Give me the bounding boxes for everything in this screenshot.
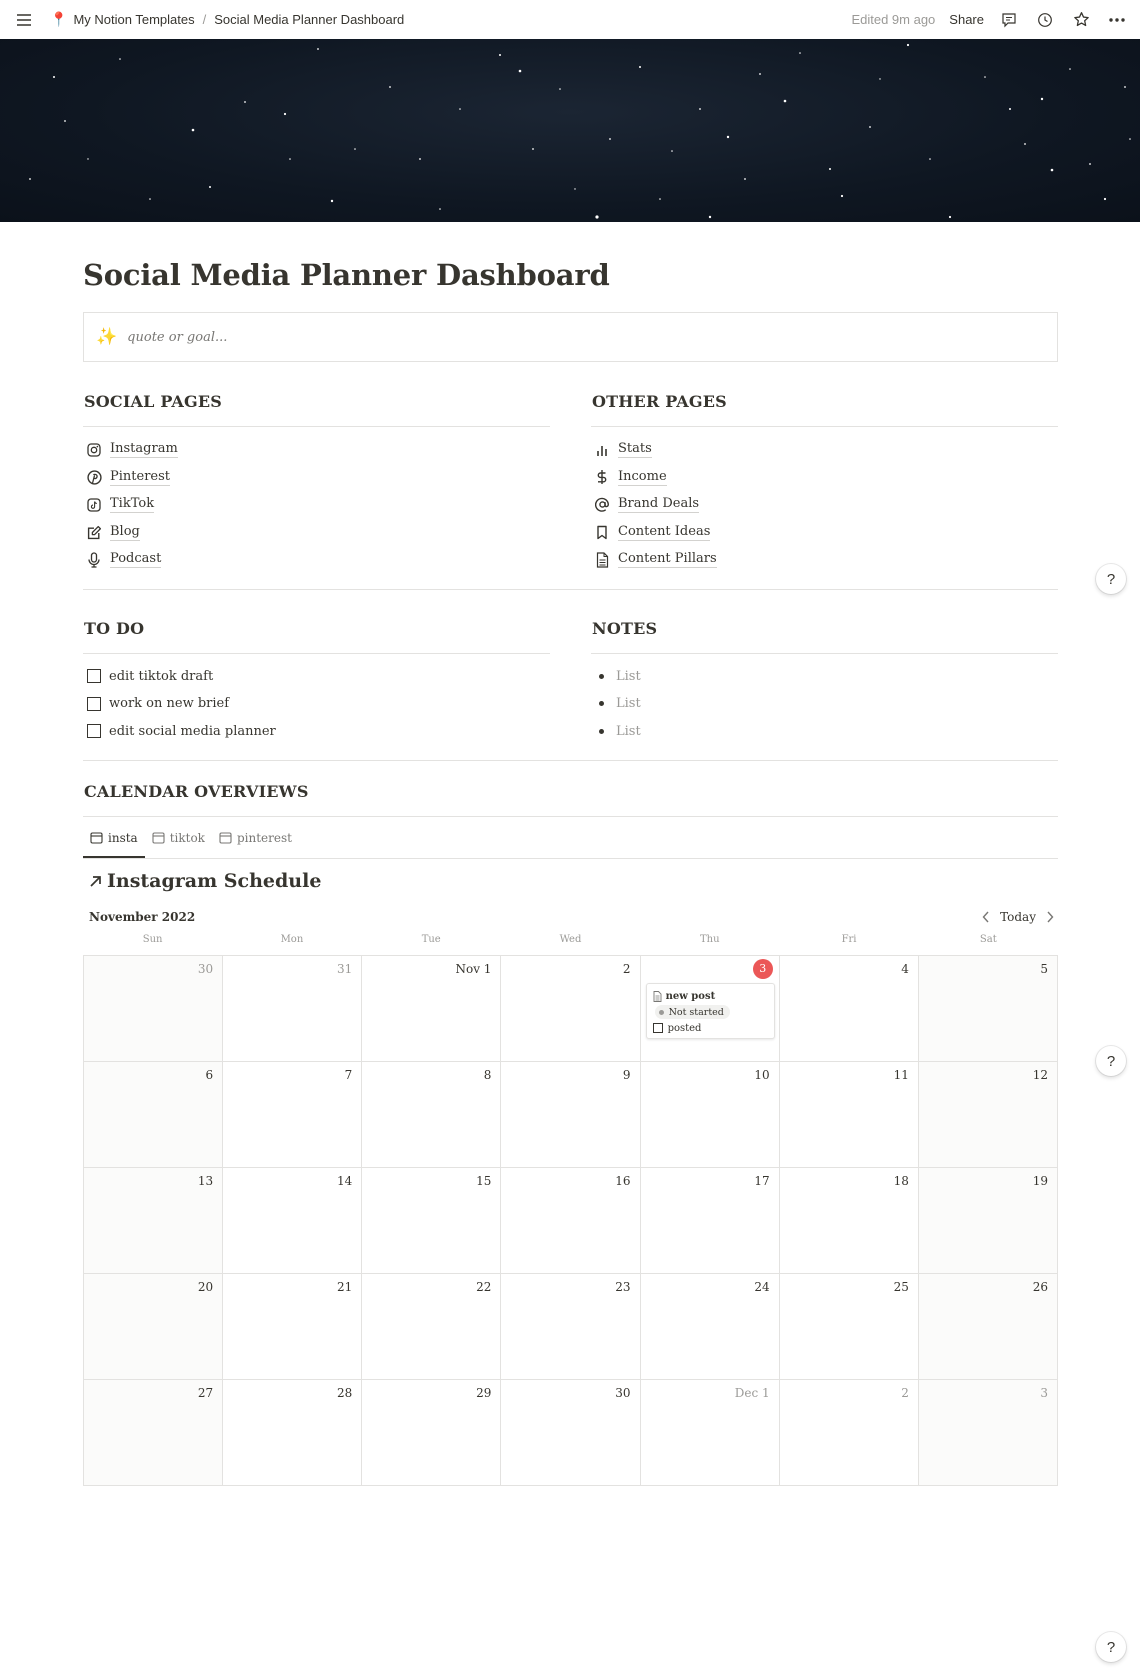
bullet (599, 729, 604, 734)
calendar-day[interactable] (501, 956, 640, 1062)
status-text: Not started (668, 1006, 724, 1018)
day-number: 26 (1032, 1280, 1048, 1294)
other-pages-section (591, 392, 1058, 574)
day-number: 16 (615, 1174, 631, 1188)
help-button[interactable]: ? (1096, 1632, 1126, 1662)
starfield (0, 39, 1140, 222)
social-pages-section (83, 392, 550, 574)
tab-pinterest[interactable] (212, 817, 299, 858)
day-number: Dec 1 (734, 1386, 770, 1400)
chevron-left-icon[interactable] (982, 911, 990, 923)
todo-item (83, 718, 550, 746)
checkbox-label: posted (667, 1022, 702, 1034)
day-number: 12 (1032, 1068, 1048, 1082)
calendar-section (83, 782, 1058, 1486)
calendar-day[interactable] (84, 1380, 223, 1486)
page-link-income[interactable] (591, 464, 1058, 492)
tab-label: insta (108, 830, 138, 845)
day-number: 15 (476, 1174, 492, 1188)
calendar-day[interactable] (780, 1274, 919, 1380)
calendar-day[interactable] (84, 1062, 223, 1168)
calendar-day[interactable] (84, 1274, 223, 1380)
calendar-day[interactable] (362, 1062, 501, 1168)
breadcrumb-page[interactable]: Social Media Planner Dashboard (214, 12, 405, 27)
day-number: 24 (754, 1280, 770, 1294)
page-link-content-ideas[interactable] (591, 519, 1058, 547)
today-badge: 3 (753, 959, 773, 979)
calendar-day[interactable] (919, 956, 1058, 1062)
list-item[interactable] (591, 718, 1058, 746)
day-number: 5 (1040, 962, 1048, 976)
calendar-day[interactable] (223, 1380, 362, 1486)
calendar-week (84, 956, 1058, 1062)
page-icon (653, 991, 662, 1002)
page-title: Social Media Planner Dashboard (83, 258, 610, 292)
calendar-week (84, 1168, 1058, 1274)
bar-chart-icon (593, 441, 611, 459)
page-link-pinterest[interactable] (83, 464, 550, 492)
quote-callout[interactable] (83, 312, 1058, 362)
day-number: 7 (344, 1068, 353, 1082)
note-text[interactable]: List (616, 723, 641, 739)
posted-checkbox[interactable] (653, 1023, 663, 1033)
tab-label: tiktok (169, 830, 205, 845)
breadcrumb-separator: / (202, 12, 207, 27)
page-link-label: Podcast (110, 551, 162, 567)
calendar-day[interactable] (780, 1168, 919, 1274)
day-number: 22 (476, 1280, 492, 1294)
page-link-stats[interactable] (591, 436, 1058, 464)
day-number: 18 (893, 1174, 909, 1188)
page-link-label: Content Pillars (618, 551, 717, 567)
weekday-label: Sat (979, 934, 997, 945)
calendar-day[interactable] (223, 1168, 362, 1274)
document-icon (593, 551, 611, 569)
tab-insta[interactable] (83, 817, 145, 858)
page-link-podcast[interactable] (83, 546, 550, 574)
calendar-day[interactable] (780, 1062, 919, 1168)
day-number: 30 (197, 962, 214, 976)
sidebar-menu-icon[interactable] (12, 8, 36, 32)
page-link-label: Brand Deals (618, 496, 700, 512)
todo-section (83, 619, 550, 746)
calendar-day[interactable] (84, 956, 223, 1062)
calendar-day[interactable] (362, 1380, 501, 1486)
other-pages-heading: OTHER PAGES (592, 392, 727, 411)
day-number: 28 (337, 1386, 353, 1400)
weekday-label: Mon (280, 934, 304, 945)
bookmark-icon (593, 523, 611, 541)
calendar-day[interactable] (362, 1274, 501, 1380)
note-text[interactable]: List (616, 696, 641, 712)
day-number: 14 (337, 1174, 353, 1188)
page-link-label: Content Ideas (618, 523, 711, 539)
day-number: 10 (754, 1068, 770, 1082)
weekday-label: Fri (841, 934, 857, 945)
at-sign-icon (593, 496, 611, 514)
day-number: 20 (197, 1280, 214, 1294)
weekday-label: Wed (559, 934, 582, 945)
calendar-day[interactable] (780, 956, 919, 1062)
view-tabs (83, 817, 1058, 858)
pin-icon: 📍 (50, 11, 68, 27)
day-number: 30 (615, 1386, 631, 1400)
page-link-label: Income (618, 468, 667, 484)
note-text[interactable]: List (616, 668, 641, 684)
calendar-day[interactable] (223, 1062, 362, 1168)
day-number: 25 (893, 1280, 909, 1294)
day-number: 4 (901, 962, 909, 976)
sparkles-icon: ✨ (96, 327, 118, 347)
day-number: 8 (483, 1068, 492, 1082)
todo-label[interactable]: edit tiktok draft (109, 668, 214, 684)
page-link-brand-deals[interactable] (591, 491, 1058, 519)
more-options-icon[interactable] (1106, 9, 1128, 31)
help-button[interactable]: ? (1096, 564, 1126, 594)
calendar-heading: CALENDAR OVERVIEWS (84, 782, 309, 801)
weekday-label: Tue (421, 934, 441, 945)
weekday-header (83, 934, 1058, 955)
bullet (599, 701, 604, 706)
page-content (83, 222, 1058, 1486)
day-number: 2 (901, 1386, 909, 1400)
calendar-day[interactable] (362, 1168, 501, 1274)
day-number: 13 (197, 1174, 214, 1188)
page-link-tiktok[interactable] (83, 491, 550, 519)
notes-section (591, 619, 1058, 746)
tab-label: pinterest (236, 830, 292, 845)
calendar-header (83, 907, 1058, 927)
day-number: 17 (754, 1174, 770, 1188)
calendar-day[interactable] (223, 1274, 362, 1380)
calendar-week (84, 1274, 1058, 1380)
tab-tiktok[interactable] (145, 817, 212, 858)
top-bar (0, 0, 1140, 39)
page-link-blog[interactable] (83, 519, 550, 547)
dollar-icon (593, 468, 611, 486)
calendar-day[interactable] (84, 1168, 223, 1274)
today-button[interactable]: Today (1000, 910, 1036, 924)
calendar-day[interactable] (919, 1274, 1058, 1380)
page-link-label: Pinterest (110, 468, 170, 484)
todo-heading: TO DO (84, 618, 145, 638)
day-number: 2 (622, 962, 631, 976)
history-icon[interactable] (1034, 9, 1056, 31)
schedule-title: Instagram Schedule (107, 870, 322, 892)
calendar-day[interactable] (501, 1274, 640, 1380)
calendar-day[interactable] (919, 1062, 1058, 1168)
favorite-star-icon[interactable] (1070, 9, 1092, 31)
day-number: 11 (893, 1068, 909, 1082)
todo-label[interactable]: edit social media planner (109, 723, 276, 739)
day-number: 29 (476, 1386, 492, 1400)
day-number: Nov 1 (455, 962, 492, 976)
page-link-instagram[interactable] (83, 436, 550, 464)
quote-placeholder[interactable]: quote or goal... (127, 329, 228, 345)
divider (83, 589, 1058, 590)
calendar-view-icon (152, 831, 165, 844)
page-link-label: TikTok (110, 496, 155, 512)
event-card[interactable] (646, 983, 775, 1039)
help-button[interactable]: ? (1096, 1046, 1126, 1076)
todo-item (83, 690, 550, 718)
day-number: 3 (1040, 1386, 1048, 1400)
breadcrumb-workspace[interactable]: My Notion Templates (73, 12, 195, 27)
divider (83, 760, 1058, 761)
cover-image (0, 39, 1140, 222)
edited-timestamp: Edited 9m ago (851, 12, 936, 27)
page-link-content-pillars[interactable] (591, 546, 1058, 574)
calendar-week (84, 1062, 1058, 1168)
calendar-day[interactable] (641, 1168, 780, 1274)
event-title: new post (665, 990, 716, 1002)
todo-item (83, 663, 550, 691)
weekday-label: Sun (142, 934, 163, 945)
calendar-day[interactable] (501, 1380, 640, 1486)
page-link-label: Blog (110, 523, 140, 539)
chevron-right-icon[interactable] (1046, 911, 1054, 923)
bullet (599, 674, 604, 679)
calendar-day[interactable] (362, 956, 501, 1062)
schedule-title-link[interactable] (83, 869, 1058, 893)
calendar-week (84, 1380, 1058, 1486)
list-item[interactable] (591, 690, 1058, 718)
calendar-day[interactable] (501, 1062, 640, 1168)
status-badge (655, 1005, 730, 1019)
calendar-day[interactable] (780, 1380, 919, 1486)
comments-icon[interactable] (998, 9, 1020, 31)
calendar-month: November 2022 (89, 910, 196, 924)
day-number: 6 (205, 1068, 214, 1082)
weekday-label: Thu (699, 934, 720, 945)
page-link-label: Instagram (110, 441, 178, 457)
calendar-day[interactable] (641, 1274, 780, 1380)
edit-icon (85, 523, 103, 541)
day-number: 27 (197, 1386, 214, 1400)
page-link-label: Stats (618, 441, 652, 457)
calendar-day-today[interactable] (641, 956, 780, 1062)
calendar-day[interactable] (919, 1168, 1058, 1274)
microphone-icon (85, 551, 103, 569)
calendar-day[interactable] (641, 1062, 780, 1168)
calendar-day[interactable] (919, 1380, 1058, 1486)
calendar-view-icon (219, 831, 232, 844)
social-pages-heading: SOCIAL PAGES (84, 392, 223, 411)
tiktok-icon (85, 496, 103, 514)
link-arrow-icon (89, 875, 102, 888)
instagram-icon (85, 441, 103, 459)
todo-checkbox[interactable] (87, 724, 101, 738)
day-number: 23 (615, 1280, 631, 1294)
day-number: 31 (337, 962, 353, 976)
day-number: 9 (622, 1068, 631, 1082)
todo-checkbox[interactable] (87, 669, 101, 683)
calendar-view-icon (90, 831, 103, 844)
day-number: 21 (337, 1280, 353, 1294)
todo-checkbox[interactable] (87, 697, 101, 711)
calendar-day[interactable] (223, 956, 362, 1062)
notes-heading: NOTES (592, 618, 658, 638)
calendar-day[interactable] (501, 1168, 640, 1274)
pinterest-icon (85, 468, 103, 486)
share-button[interactable]: Share (949, 12, 984, 27)
list-item[interactable] (591, 663, 1058, 691)
todo-label[interactable]: work on new brief (109, 696, 230, 712)
day-number: 19 (1032, 1174, 1048, 1188)
calendar-day[interactable] (641, 1380, 780, 1486)
calendar-grid (83, 955, 1058, 1486)
